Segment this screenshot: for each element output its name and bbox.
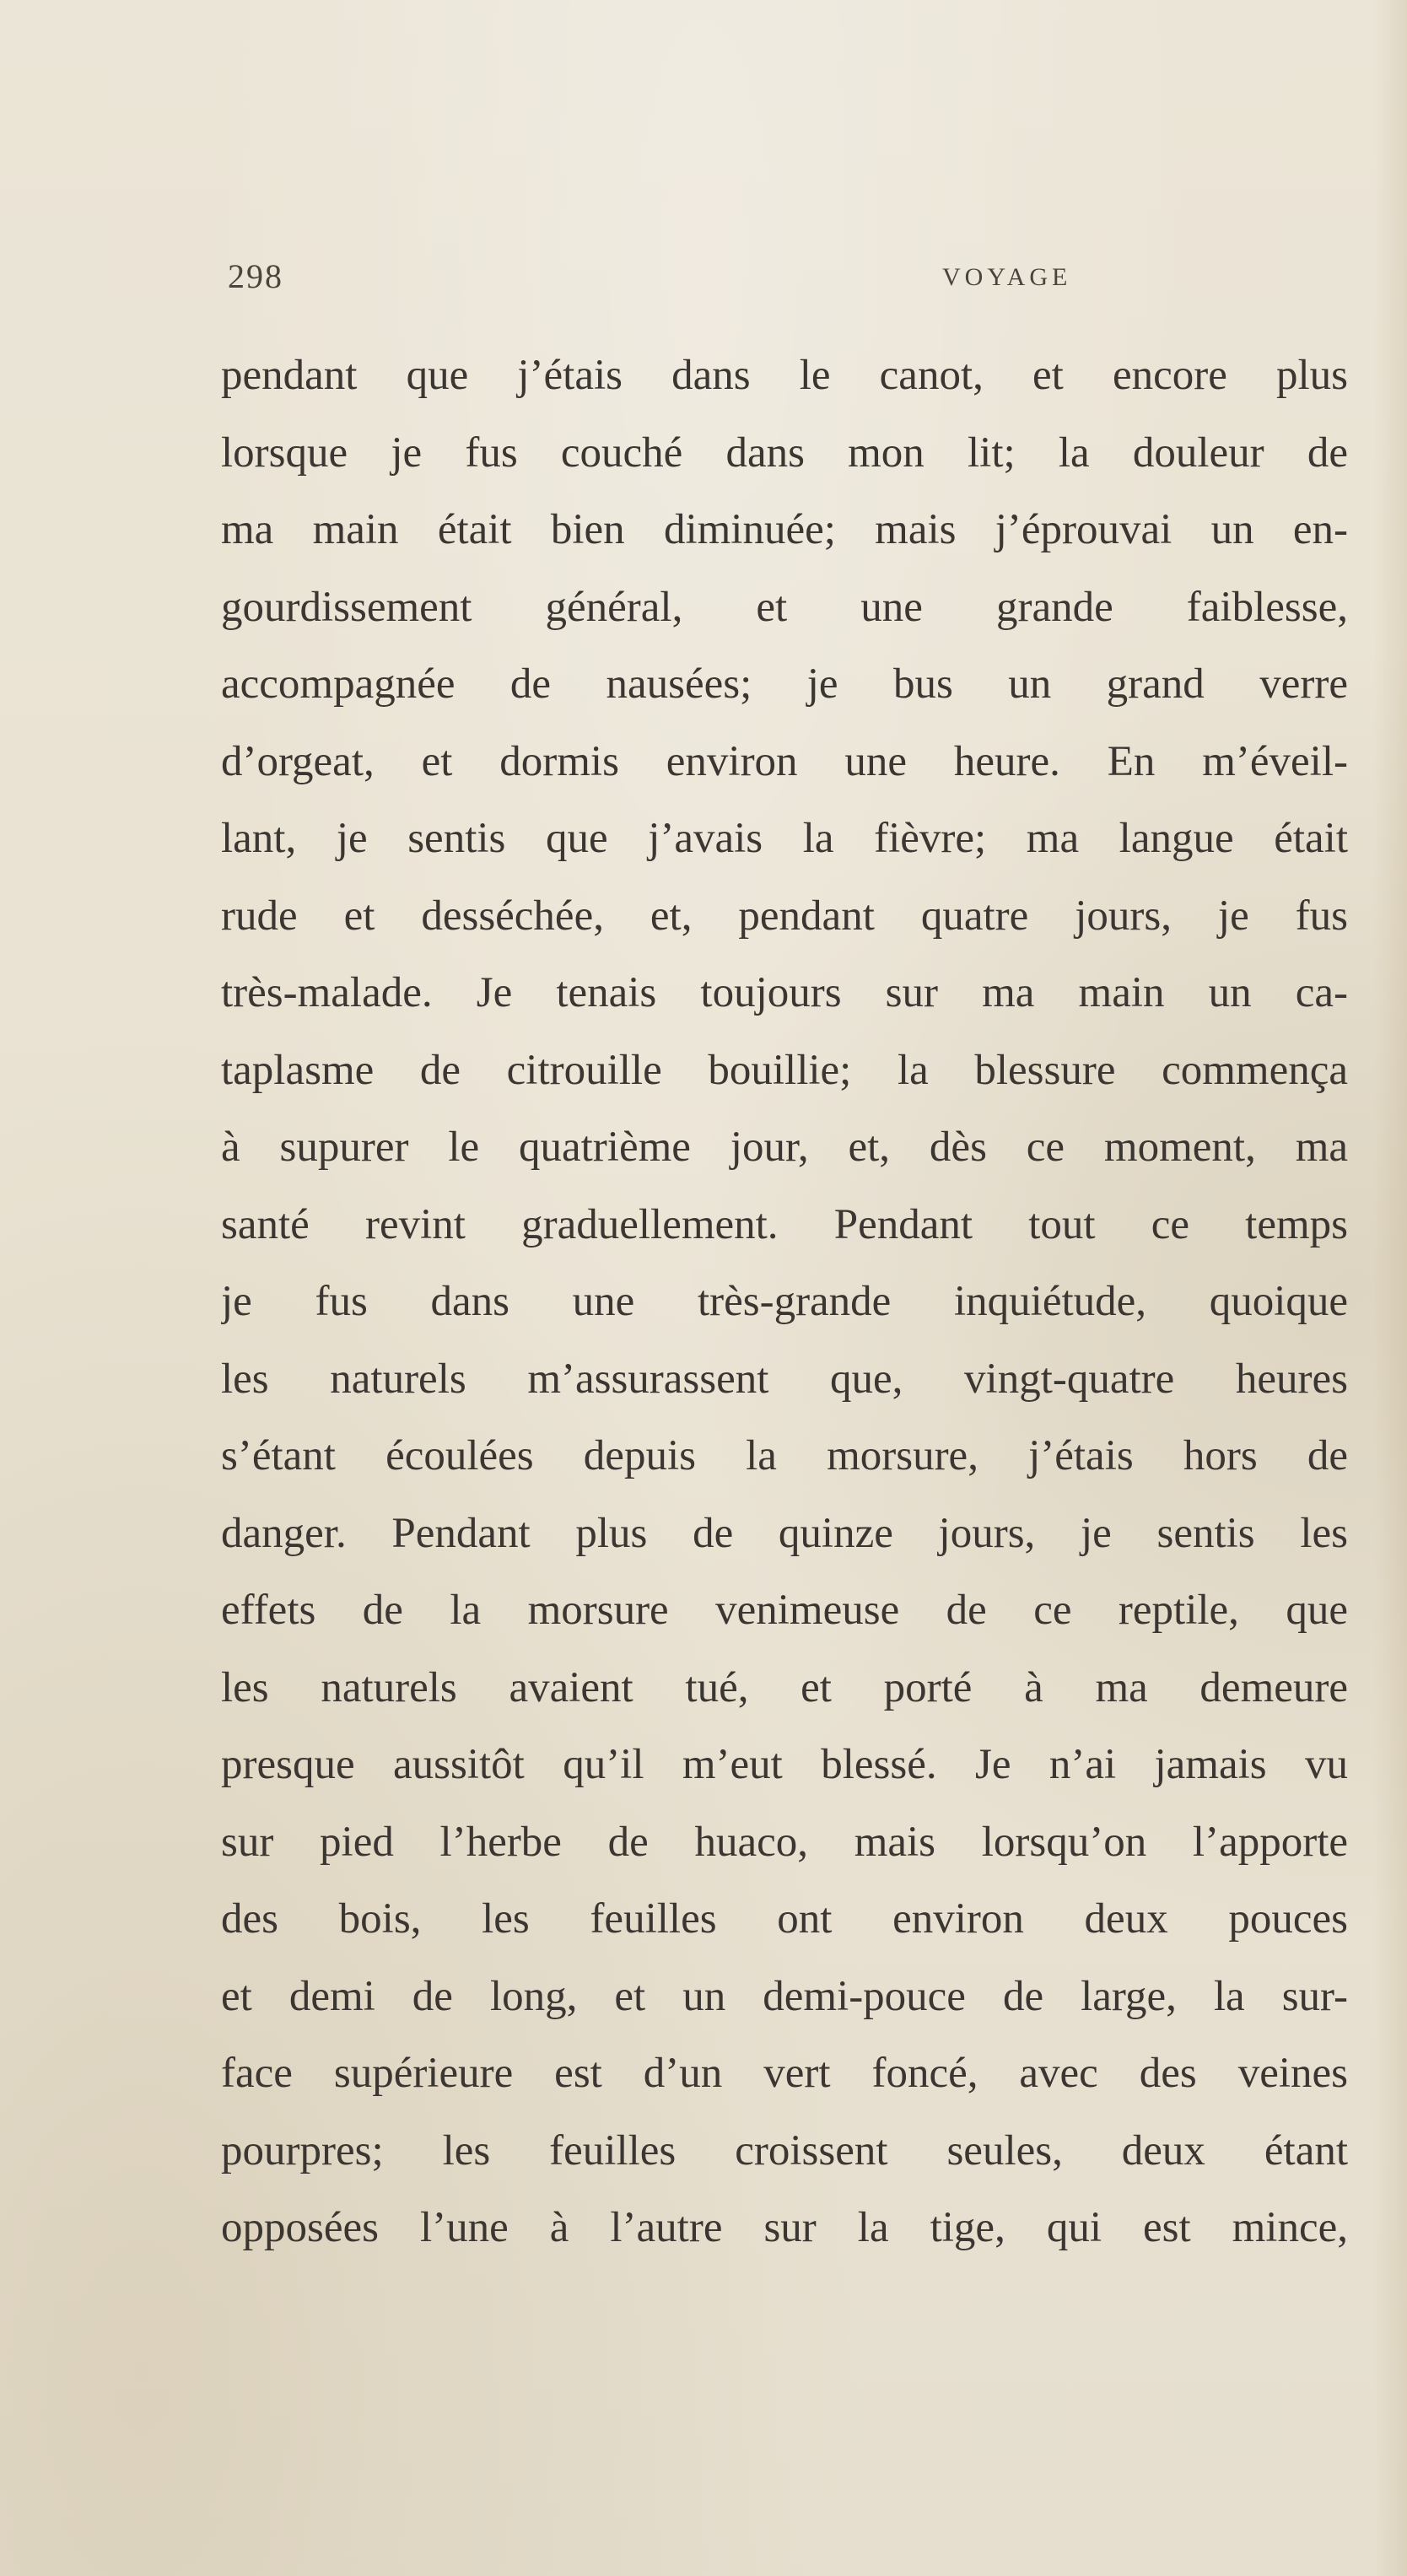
text-line: pendant que j’étais dans le canot, et encore plus [221, 352, 1348, 399]
text-line: opposées l’une à l’autre sur la tige, qui est mince, [221, 2204, 1348, 2251]
text-line: gourdissement général, et une grande faiblesse, [221, 583, 1348, 631]
text-line: lant, je sentis que j’avais la fièvre; ma langue était [221, 815, 1348, 862]
text-line: d’orgeat, et dormis environ une heure. En m’éveil- [221, 737, 1348, 785]
page-number: 298 [228, 257, 283, 295]
running-title: VOYAGE [942, 263, 1072, 291]
text-line: lorsque je fus couché dans mon lit; la douleur de [221, 428, 1348, 477]
text-line: les naturels avaient tué, et porté à ma demeure [221, 1663, 1348, 1711]
text-line: et demi de long, et un demi-pouce de large, la sur- [221, 1972, 1348, 2020]
text-line: santé revint graduellement. Pendant tout ce temps [221, 1200, 1348, 1248]
text-line: face supérieure est d’un vert foncé, avec des veines [221, 2050, 1348, 2097]
text-line: accompagnée de nausées; je bus un grand verre [221, 660, 1348, 708]
text-line: très-malade. Je tenais toujours sur ma main un ca- [221, 969, 1348, 1016]
text-line: danger. Pendant plus de quinze jours, je sentis les [221, 1509, 1348, 1557]
text-line: pourpres; les feuilles croissent seules, deux étant [221, 2126, 1348, 2175]
text-line: taplasme de citrouille bouillie; la blessure commença [221, 1046, 1348, 1094]
text-line: les naturels m’assurassent que, vingt-quatre heures [221, 1355, 1348, 1403]
text-line: à supurer le quatrième jour, et, dès ce moment, ma [221, 1124, 1348, 1171]
text-line: presque aussitôt qu’il m’eut blessé. Je n’ai jamais vu [221, 1741, 1348, 1788]
text-line: des bois, les feuilles ont environ deux pouces [221, 1895, 1348, 1943]
text-line: je fus dans une très-grande inquiétude, quoique [221, 1278, 1348, 1325]
running-head [221, 253, 1348, 304]
text-line: s’étant écoulées depuis la morsure, j’étais hors de [221, 1432, 1348, 1479]
text-line: rude et desséchée, et, pendant quatre jours, je fus [221, 892, 1348, 940]
text-line: ma main était bien diminuée; mais j’éprouvai un en- [221, 506, 1348, 553]
text-line: effets de la morsure venimeuse de ce reptile, que [221, 1587, 1348, 1634]
body-text [221, 337, 1348, 2267]
paper-edge-shadow [1373, 0, 1407, 2576]
text-line: sur pied l’herbe de huaco, mais lorsqu’on l’apporte [221, 1818, 1348, 1866]
